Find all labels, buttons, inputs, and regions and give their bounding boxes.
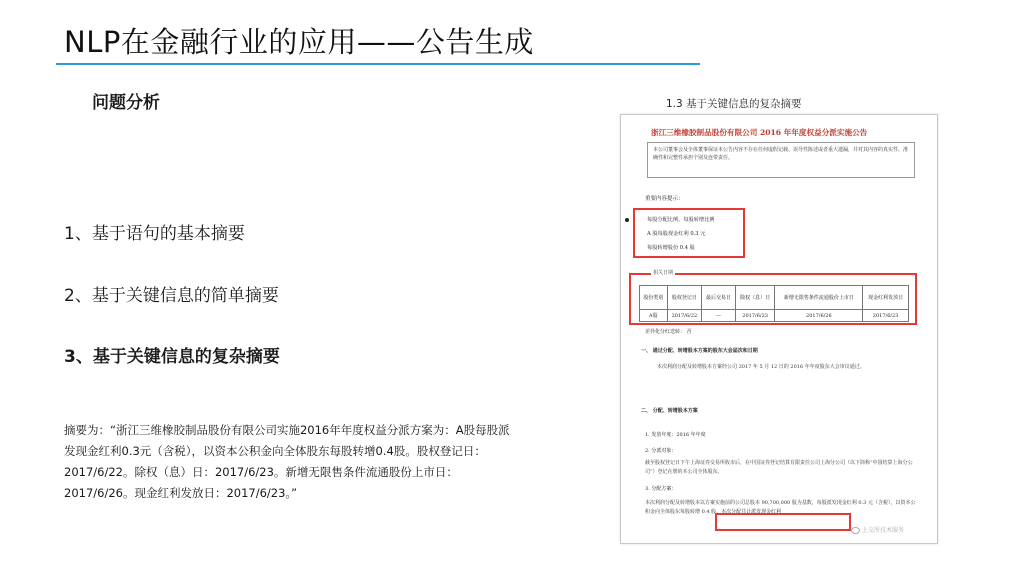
- tip-line: A 股每股现金红利 0.3 元: [647, 231, 706, 237]
- table-cell: 2017/6/22: [667, 310, 701, 322]
- item-3-body: 本次利润分配及转增股本以方案实施前的公司总股本 90,700,000 股为基数，每股派发现金红利 0.3 元（含税），以资本公积金向全体股东每股转增 0.4 股，本次分配共计派发现金红利: [645, 500, 916, 515]
- section-2-heading: 二、 分配、转增股本方案: [641, 408, 698, 414]
- item-2-body: 截至股权登记日下午上海证券交易所收市后，在中国证券登记结算有限责任公司上海分公司（以下简称“中国结算上海分公司”）登记在册的本公司全体股东。: [645, 460, 913, 475]
- slide-title: NLP在金融行业的应用——公告生成: [64, 25, 534, 59]
- item-2: 2. 分派对象：: [645, 448, 677, 454]
- table-header: 最后交易日: [702, 286, 736, 310]
- tip-line: 每股分配比例，每股转增比例: [647, 217, 715, 223]
- section-1-heading: 一、 通过分配、转增股本方案的股东大会届次和日期: [641, 348, 758, 354]
- table-cell: —: [702, 310, 736, 322]
- summary-text: 摘要为：“浙江三维橡胶制品股份有限公司实施2016年年度权益分派方案为：A股每股派发现金红利0.3元（含税），以资本公积金向全体股东每股转增0.4股。股权登记日：2017/6/22。除权（息）日：2017/6/23。新增无限售条件流通股份上市日：2017/6/26。现金红利发放日：2017/6/23。”: [64, 423, 510, 500]
- dates-label: 相关日期: [653, 270, 674, 276]
- figure-caption: 1.3 基于关键信息的复杂摘要: [666, 98, 802, 110]
- watermark-text: 上交所技术服务: [862, 527, 905, 534]
- section-1-body: 本次利润分配及转增股本方案经公司 2017 年 5 月 12 日的 2016 年年度股东大会审议通过。: [657, 364, 865, 370]
- table-cell: A股: [640, 310, 668, 322]
- title-divider: [56, 63, 700, 65]
- section-heading: 问题分析: [92, 93, 160, 113]
- table-header: 新增无限售条件流通股份上市日: [775, 286, 863, 310]
- agenda-item-3: 3、基于关键信息的复杂摘要: [64, 347, 280, 367]
- announcement-document-image: [620, 114, 938, 544]
- document-title: 浙江三维橡胶制品股份有限公司 2016 年年度权益分派实施公告: [651, 128, 868, 137]
- document-notice: 本公司董事会及全体董事保证本公告内容不存在任何虚假记载、误导性陈述或者重大遗漏，并对其内容的真实性、准确性和完整性承担个别及连带责任。: [647, 142, 915, 178]
- table-cell: 2017/6/26: [775, 310, 863, 322]
- watermark: [851, 525, 904, 534]
- table-header: 现金红利发放日: [863, 286, 909, 310]
- highlight-box-transfer: [715, 513, 851, 531]
- tip-line: 每股转增股份 0.4 股: [647, 245, 695, 251]
- highlight-box-dates: [629, 273, 917, 325]
- table-header: 股权登记日: [667, 286, 701, 310]
- tips-label: 重要内容提示：: [645, 196, 684, 202]
- table-header: 股份类别: [640, 286, 668, 310]
- dates-table: [639, 285, 909, 322]
- bullet-icon: [625, 218, 629, 222]
- item-3: 3. 分配方案：: [645, 486, 677, 492]
- wechat-icon: [851, 527, 860, 534]
- table-header: 除权（息）日: [735, 286, 775, 310]
- agenda-item-1: 1、基于语句的基本摘要: [64, 224, 245, 244]
- agenda-item-2: 2、基于关键信息的简单摘要: [64, 286, 279, 306]
- highlight-box-dividend: [633, 208, 745, 258]
- diff-dividend-line: 差异化分红送转： 否: [645, 329, 692, 335]
- table-cell: 2017/6/23: [863, 310, 909, 322]
- item-1: 1. 发放年度：2016 年年度: [645, 432, 706, 438]
- table-cell: 2017/6/23: [735, 310, 775, 322]
